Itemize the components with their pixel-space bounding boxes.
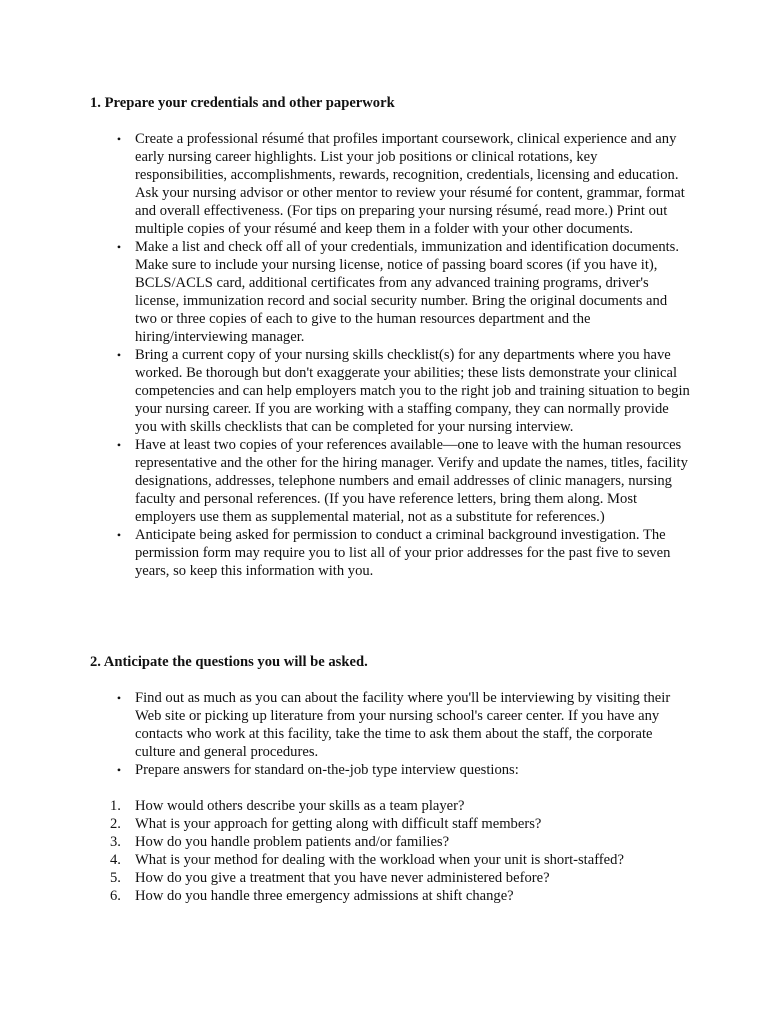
list-item-text: Create a professional résumé that profiles important coursework, clinical experience and any early nursing career highlights. List your job positions or clinical rotations, key responsibilities, accomplishments, rewards, recognition, credentials, licensing and education. Ask your nursing advisor or other mentor to review your résumé for content, grammar, format and overall effectiveness. (For tips on preparing your nursing résumé, read more.) Print out multiple copies of your résumé and keep them in a folder with your other documents. — [135, 131, 685, 237]
facility-list — [90, 689, 690, 779]
credentials-list — [90, 130, 690, 580]
list-item — [90, 436, 690, 526]
numbered-item — [90, 833, 690, 851]
item-number: 2. — [110, 816, 121, 832]
numbered-item — [90, 887, 690, 905]
list-item — [90, 130, 690, 238]
bullet-icon: • — [116, 240, 122, 254]
section-heading: 2. Anticipate the questions you will be asked. — [90, 654, 368, 670]
list-item-text: Have at least two copies of your references available—one to leave with the human resources representative and the other for the hiring manager. Verify and update the names, titles, facility designations, addresses, telephone numbers and email addresses of clinic managers, nursing faculty and personal references. (If you have reference letters, bring them along. Most employers use them as supplemental material, not as a substitute for references.) — [135, 437, 688, 525]
item-number: 1. — [110, 798, 121, 814]
item-number: 5. — [110, 870, 121, 886]
bullet-icon: • — [116, 528, 122, 542]
numbered-item — [90, 869, 690, 887]
list-item — [90, 526, 690, 580]
numbered-item — [90, 815, 690, 833]
bullet-icon: • — [116, 132, 122, 146]
bullet-icon: • — [116, 691, 122, 705]
section-questions — [90, 653, 690, 671]
bullet-icon: • — [116, 763, 122, 777]
question-text: What is your method for dealing with the workload when your unit is short-staffed? — [135, 852, 624, 868]
interview-questions-list — [90, 797, 690, 905]
item-number: 4. — [110, 852, 121, 868]
question-text: How do you handle three emergency admissions at shift change? — [135, 888, 514, 904]
bullet-icon: • — [116, 438, 122, 452]
question-text: How do you handle problem patients and/or families? — [135, 834, 450, 850]
list-item — [90, 346, 690, 436]
list-item — [90, 238, 690, 346]
list-item-text: Make a list and check off all of your credentials, immunization and identification documents. Make sure to include your nursing license, notice of passing board scores (if you have it), BCLS/ACLS card, additional certificates from any advanced training programs, driver's license, immunization record and social security number. Bring the original documents and two or three copies of each to give to the human resources department and the hiring/interviewing manager. — [135, 239, 679, 345]
item-number: 6. — [110, 888, 121, 904]
section-heading: 1. Prepare your credentials and other paperwork — [90, 95, 395, 111]
list-item — [90, 689, 690, 761]
list-item-text: Prepare answers for standard on-the-job type interview questions: — [135, 762, 519, 778]
list-item — [90, 761, 690, 779]
question-text: How would others describe your skills as a team player? — [135, 798, 465, 814]
numbered-item — [90, 797, 690, 815]
question-text: How do you give a treatment that you have never administered before? — [135, 870, 550, 886]
question-text: What is your approach for getting along with difficult staff members? — [135, 816, 542, 832]
list-item-text: Anticipate being asked for permission to conduct a criminal background investigation. The permission form may require you to list all of your prior addresses for the past five to seven years, so keep this information with you. — [135, 527, 671, 579]
numbered-item — [90, 851, 690, 869]
section-credentials — [90, 94, 690, 112]
bullet-icon: • — [116, 348, 122, 362]
list-item-text: Bring a current copy of your nursing skills checklist(s) for any departments where you have worked. Be thorough but don't exaggerate your abilities; these lists demonstrate your clinical competencies and can help employers match you to the right job and training situation to begin your nursing career. If you are working with a staffing company, they can normally provide you with skills checklists that can be completed for your nursing interview. — [135, 347, 690, 435]
list-item-text: Find out as much as you can about the facility where you'll be interviewing by visiting their Web site or picking up literature from your nursing school's career center. If you have any contacts who work at this facility, take the time to ask them about the staff, the corporate culture and general procedures. — [135, 690, 671, 760]
item-number: 3. — [110, 834, 121, 850]
